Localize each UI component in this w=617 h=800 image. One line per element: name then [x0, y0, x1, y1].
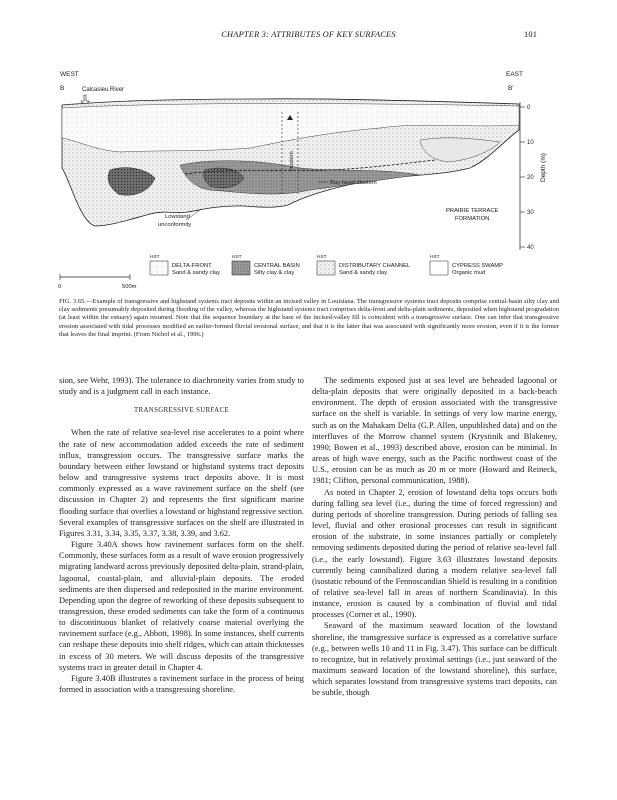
legend-swatch-cypress-swamp	[430, 261, 448, 275]
depth-tick-0: 0	[527, 105, 531, 111]
legend-swatch-distributary-channel	[317, 261, 335, 275]
left-column	[59, 375, 304, 695]
figure-caption: FIG. 3.65.—Example of transgressive and highstand systems tract deposits within an incised valley in Louisiana. The transgressive systems tract deposits comprise central-basin silty clay and clay sediments presumably deposited during flooding of the valley, whereas the highstand systems tract comprises delta-front and delta-plain sediments, deposited when highstand progradation (at least within the estuary) again resumed. Note that the sequence boundary at the base of the incised-valley fill is coincident with a transgressive surface. One can infer that transgressive erosion associated with tidal processes modified an earlier-formed fluvial erosional surface, and that it is the latter that was associated with significantly more erosion, even if it is the former that leaves the final imprint. (From Nichol et al., 1996.)	[59, 298, 559, 338]
depth-tick-10: 10	[527, 140, 534, 146]
paragraph: Figure 3.40B illustrates a ravinement surface in the process of being formed in association with a transgressing shoreline.	[59, 673, 304, 695]
depth-tick-30: 30	[527, 210, 534, 216]
legend-tag-3: HST	[317, 255, 327, 260]
west-label: WEST	[60, 71, 79, 78]
legend-swatch-delta-front	[150, 261, 168, 275]
legend-tag-2: HST	[232, 255, 242, 260]
legend-tag-1: HST	[150, 255, 160, 260]
b-left-label: B	[60, 85, 65, 92]
depth-tick-20: 20	[527, 175, 534, 181]
east-label: EAST	[506, 71, 523, 78]
running-header: CHAPTER 3: ATTRIBUTES OF KEY SURFACES	[221, 30, 396, 39]
b-right-label: B'	[508, 85, 514, 92]
prairie-label-1: PRAIRIE TERRACE	[446, 208, 499, 214]
bayhead-label: Bay-head diastem	[330, 180, 377, 186]
legend-sub-central-basin: Silty clay & clay	[254, 270, 295, 276]
paragraph: Seaward of the maximum seaward location of the lowstand shoreline, the transgressive surface is expressed as a correlative surface (e.g., between wells 10 and 11 in Fig. 3.47). This surface can be difficult to recognize, but in relatively proximal settings (i.e., just seaward of the maximum seaward location of the lowstand shoreline), this surface, which separates lowstand from transgressive systems tract deposits, can be subtle, though	[312, 621, 557, 698]
paragraph: The sediments exposed just at sea level are beheaded lagoonal or delta-plain deposits that were originally deposited in a back-beach environment. The depth of erosion associated with the transgressive surface on the shelf is variable. In settings of very low marine energy, such as on the Mahakam Delta (G.P. Allen, unpublished data) and on the interfluves of the Morrow channel system (Krystinik and Blakeney, 1990; Bowen et al., 1993) described above, erosion can be minimal. In areas of high wave energy, such as the Pacific northwest coast of the U.S., erosion can be as much as 20 m or more (Howard and Reineck, 1981; Clifton, personal communication, 1988).	[312, 376, 557, 486]
scale-end: 500m	[122, 284, 137, 290]
legend-sub-distributary-channel: Sand & sandy clay	[339, 270, 388, 276]
paragraph: Figure 3.40A shows how ravinement surfaces form on the shelf. Commonly, these surfaces form as a result of wave erosion progressively migrating landward across previously deposited delta-plain, strand-plain, lagoonal, coastal-plain, and alluvial-plain deposits. The eroded sediments are then dispersed and redeposited in the marine environment. Depending upon the degree of reworking of these deposits subsequent to transgression, these eroded sediments can take the form of a continuous to discontinuous blanket of relatively coarse material overlying the ravinement surface (e.g., Abbott, 1998). In some instances, shelf currents can reshape these deposits into shelf ridges, which can attain thicknesses in excess of 30 meters. We will discuss deposits of the transgressive systems tract in greater detail in Chapter 4.	[59, 540, 304, 672]
paragraph: sion, see Wehr, 1993). The tolerance to diachroneity varies from study to study and is a judgment call in each instance.	[59, 376, 304, 397]
depth-tick-40: 40	[527, 245, 534, 251]
page-number: 101	[524, 30, 538, 39]
section-heading: TRANSGRESSIVE SURFACE	[134, 407, 229, 415]
legend-title-distributary-channel: DISTRIBUTARY CHANNEL	[339, 263, 411, 269]
legend-title-central-basin: CENTRAL BASIN	[254, 263, 300, 269]
depth-axis-label: Depth (m)	[540, 153, 547, 182]
legend-sub-cypress-swamp: Organic mud	[452, 270, 486, 276]
legend-title-cypress-swamp: CYPRESS SWAMP	[452, 263, 503, 269]
lowstand-label-2: unconformity	[158, 222, 192, 228]
river-label: Calcasieu River	[82, 87, 125, 93]
scale-zero: 0	[58, 284, 62, 290]
paragraph: When the rate of relative sea-level rise accelerates to a point where the rate of new accommodation added exceeds the rate of sediment influx, transgression occurs. The transgressive surface marks the boundary between either lowstand or highstand systems tract deposits below and transgressive systems tract deposits above. It is most commonly expressed as a wave ravinement surface on the shelf (see discussion in Chapter 2) and represents the first significant marine flooding surface that overlies a lowstand or highstand regressive section. Several examples of transgressive surfaces on the shelf are illustrated in Figures 3.31, 3.34, 3.35, 3.37, 3.38, 3.39, and 3.62.	[59, 428, 304, 538]
legend-title-delta-front: DELTA-FRONT	[172, 263, 212, 269]
right-column	[312, 375, 557, 699]
modern-label: modern	[289, 151, 295, 170]
legend-sub-delta-front: Sand & sandy clay	[172, 270, 221, 276]
cross-section-figure	[0, 0, 617, 300]
legend-swatch-central-basin	[232, 261, 250, 275]
lowstand-label-1: Lowstand	[165, 214, 190, 220]
prairie-label-2: FORMATION	[455, 216, 490, 222]
legend-tag-4: HST	[430, 255, 440, 260]
paragraph: As noted in Chapter 2, erosion of lowstand delta tops occurs both during falling sea level (i.e., during the time of forced regression) and during periods of shoreline transgression. During periods of falling sea level, fluvial and other erosional processes can result in significant erosion of the substrate, in some instances partially or completely removing sediments deposited during the period of relative sea-level fall (i.e., the early lowstand). Figure 3.63 illustrates lowstand deposits currently being cannibalized during a modern relative sea-level fall (isostatic rebound of the Fennoscandian Shield is resulting in a condition of relative sea-level fall in areas of northern Scandinavia). In this instance, erosion is caused by a combination of fluvial and tidal processes (Corner et al., 1990).	[312, 487, 557, 620]
